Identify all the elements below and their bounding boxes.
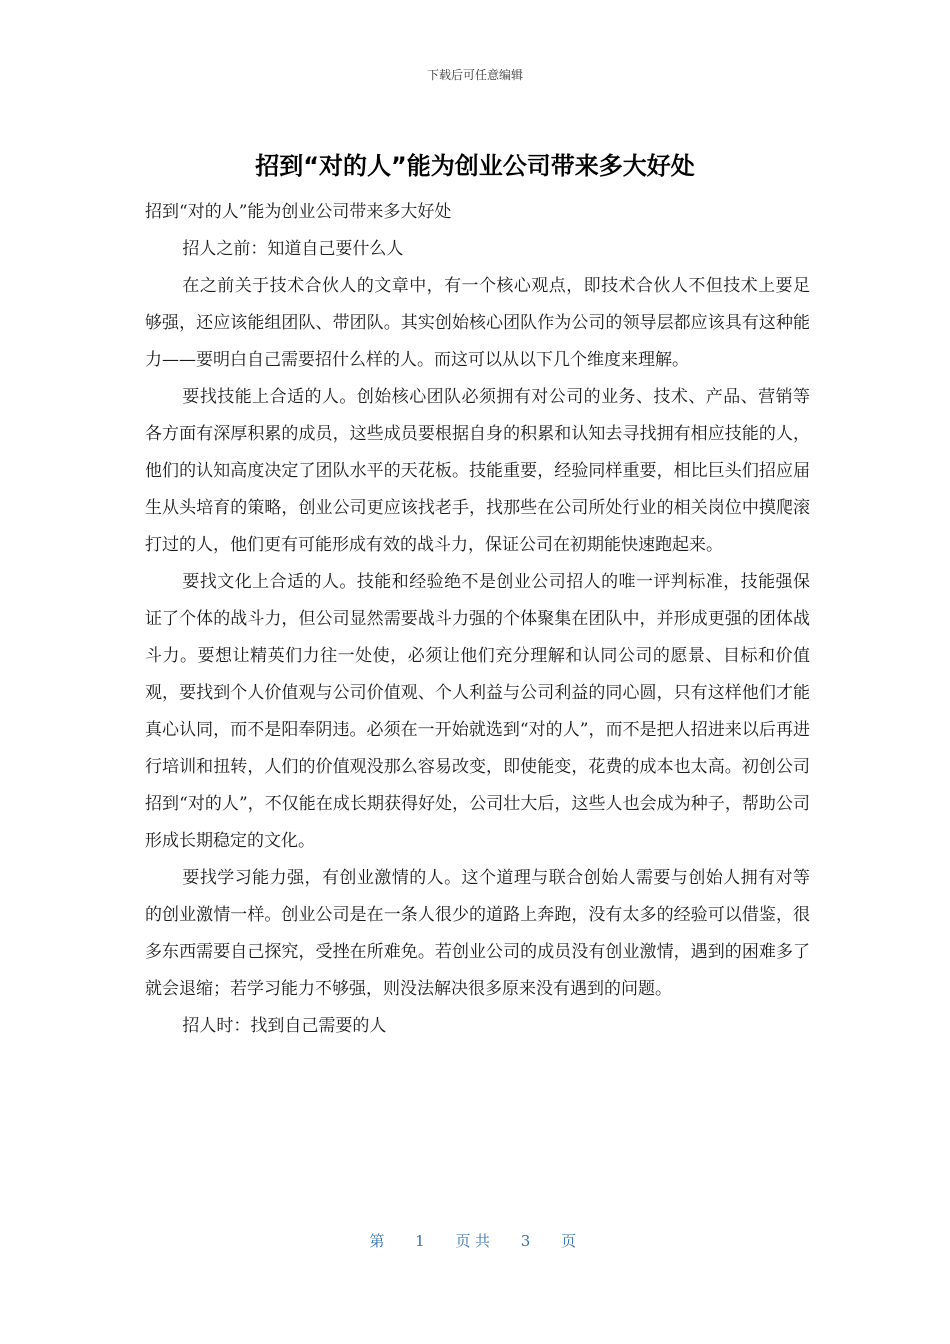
body-paragraph: 要找技能上合适的人。创始核心团队必须拥有对公司的业务、技术、产品、营销等各方面有深厚积累的成员，这些成员要根据自身的积累和认知去寻找拥有相应技能的人，他们的认知高度决定了团队水平的天花板。技能重要，经验同样重要，相比巨头们招应届生从头培育的策略，创业公司更应该找老手，找那些在公司所处行业的相关岗位中摸爬滚打过的人，他们更有可能形成有效的战斗力，保证公司在初期能快速跑起来。: [145, 387, 810, 555]
document-body: [145, 194, 810, 1045]
section-heading-before-hiring: 招人之前：知道自己要什么人: [182, 239, 404, 259]
page-number-footer: [0, 1230, 950, 1251]
page-label-mid: 页共: [455, 1232, 495, 1250]
page-label-prefix: 第: [369, 1232, 389, 1250]
body-paragraph: 在之前关于技术合伙人的文章中，有一个核心观点，即技术合伙人不但技术上要足够强，还应该能组团队、带团队。其实创始核心团队作为公司的领导层都应该具有这种能力——要明白自己需要招什么样的人。而这可以从以下几个维度来理解。: [145, 276, 810, 370]
page-label-suffix: 页: [561, 1232, 581, 1250]
body-paragraph: 要找学习能力强，有创业激情的人。这个道理与联合创始人需要与创始人拥有对等的创业激情一样。创业公司是在一条人很少的道路上奔跑，没有太多的经验可以借鉴，很多东西需要自己探究，受挫在所难免。若创业公司的成员没有创业激情，遇到的困难多了就会退缩；若学习能力不够强，则没法解决很多原来没有遇到的问题。: [145, 868, 810, 999]
document-title: 招到“对的人”能为创业公司带来多大好处: [255, 152, 695, 180]
page-total: 3: [520, 1232, 535, 1250]
body-paragraph: 要找文化上合适的人。技能和经验绝不是创业公司招人的唯一评判标准，技能强保证了个体的战斗力，但公司显然需要战斗力强的个体聚集在团队中，并形成更强的团体战斗力。要想让精英们力往一处使，必须让他们充分理解和认同公司的愿景、目标和价值观，要找到个人价值观与公司价值观、个人利益与公司利益的同心圆，只有这样他们才能真心认同，而不是阳奉阴违。必须在一开始就选到“对的人”，而不是把人招进来以后再进行培训和扭转，人们的价值观没那么容易改变，即使能变，花费的成本也太高。初创公司招到“对的人”，不仅能在成长期获得好处，公司壮大后，这些人也会成为种子，帮助公司形成长期稳定的文化。: [145, 572, 810, 851]
section-heading-during-hiring: 招人时：找到自己需要的人: [182, 1016, 387, 1036]
page-current: 1: [415, 1232, 430, 1250]
page-header-note: 下载后可任意编辑: [426, 68, 523, 82]
subtitle-paragraph: 招到“对的人”能为创业公司带来多大好处: [145, 202, 452, 222]
